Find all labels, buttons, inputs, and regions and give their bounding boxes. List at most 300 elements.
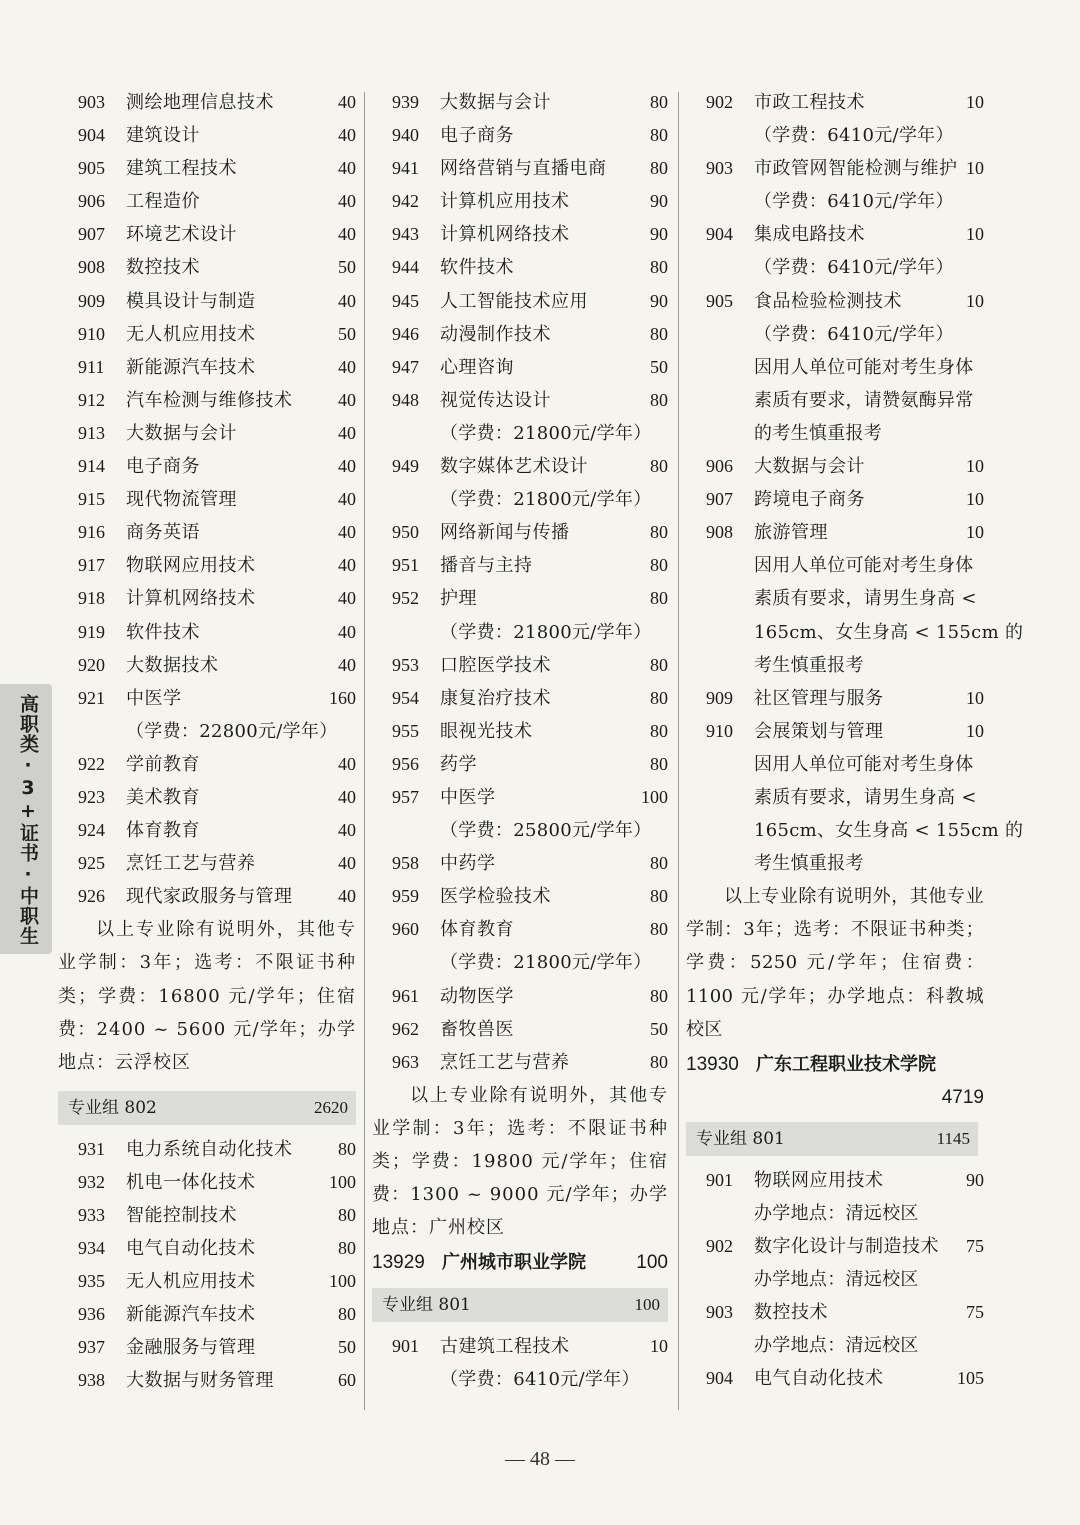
program-code: 910 bbox=[78, 323, 105, 344]
program-note: 素质有要求，请男生身高 < bbox=[754, 588, 977, 610]
program-code: 924 bbox=[78, 820, 105, 841]
program-note: 办学地点：清远校区 bbox=[754, 1335, 919, 1357]
program-code: 906 bbox=[706, 456, 733, 477]
program-name: 眼视光技术 bbox=[440, 720, 533, 742]
admission-notes: 以上专业除有说明外，其他专业学制：3年；选考：不限证书种类；学费：19800 元/学年；住宿费：1300 ~ 9000 元/学年；办学地点：广州校区 bbox=[372, 1084, 668, 1239]
program-note: （学费：21800元/学年） bbox=[440, 621, 652, 643]
program-quota: 90 bbox=[650, 191, 668, 212]
program-quota: 10 bbox=[966, 522, 984, 543]
program-row bbox=[372, 649, 668, 682]
admission-notes: 以上专业除有说明外，其他专业学制：3年；选考：不限证书种类；学费：5250 元/学年；住宿费：1100 元/学年；办学地点：科教城校区 bbox=[686, 886, 984, 1040]
program-list bbox=[686, 86, 984, 119]
program-group-bar bbox=[372, 1288, 668, 1322]
program-quota: 90 bbox=[966, 1169, 984, 1190]
program-note: （学费：6410元/学年） bbox=[754, 257, 954, 279]
program-quota: 40 bbox=[338, 224, 356, 245]
group-quota: 1145 bbox=[936, 1128, 970, 1148]
program-row bbox=[58, 483, 356, 516]
program-quota: 80 bbox=[650, 92, 668, 112]
program-row bbox=[686, 218, 984, 251]
program-code: 905 bbox=[706, 290, 733, 311]
program-quota: 80 bbox=[650, 389, 668, 410]
program-code: 943 bbox=[392, 224, 419, 245]
program-quota: 90 bbox=[650, 290, 668, 311]
program-name: 工程造价 bbox=[126, 191, 200, 213]
school-name: 广州城市职业学院 bbox=[442, 1252, 586, 1274]
program-quota: 10 bbox=[966, 290, 984, 311]
program-name: 电子商务 bbox=[440, 125, 514, 147]
program-code: 901 bbox=[706, 1169, 733, 1190]
admission-notes: 以上专业除有说明外，其他专业学制：3年；选考：不限证书种类；学费：16800 元/学年；住宿费：2400 ~ 5600 元/学年；办学地点：云浮校区 bbox=[58, 919, 356, 1073]
program-row bbox=[58, 1364, 356, 1397]
program-quota: 80 bbox=[650, 853, 668, 874]
program-name: 测绘地理信息技术 bbox=[126, 92, 274, 113]
program-code: 950 bbox=[392, 522, 419, 543]
program-name: 电气自动化技术 bbox=[126, 1238, 256, 1260]
program-quota: 40 bbox=[338, 356, 356, 377]
program-list bbox=[686, 218, 984, 251]
program-code: 946 bbox=[392, 323, 419, 344]
program-row bbox=[372, 880, 668, 913]
column-divider bbox=[364, 92, 365, 1410]
program-code: 925 bbox=[78, 853, 105, 874]
program-row bbox=[372, 218, 668, 251]
program-quota: 50 bbox=[338, 323, 356, 344]
program-list bbox=[372, 450, 668, 483]
program-code: 954 bbox=[392, 687, 419, 708]
program-code: 904 bbox=[706, 224, 733, 245]
program-name: 食品检验检测技术 bbox=[754, 290, 902, 312]
program-name: 中医学 bbox=[440, 786, 496, 808]
program-quota: 90 bbox=[650, 224, 668, 245]
program-name: 电子商务 bbox=[126, 456, 200, 478]
program-name: 新能源汽车技术 bbox=[126, 1304, 256, 1326]
program-name: 计算机应用技术 bbox=[440, 191, 570, 213]
program-code: 942 bbox=[392, 191, 419, 212]
program-row bbox=[372, 185, 668, 218]
program-note: 因用人单位可能对考生身体 bbox=[754, 555, 974, 577]
program-row bbox=[58, 1199, 356, 1232]
program-quota: 80 bbox=[650, 985, 668, 1006]
program-note: （学费：6410元/学年） bbox=[440, 1369, 640, 1391]
program-name: 中医学 bbox=[126, 687, 182, 709]
program-row bbox=[58, 1265, 356, 1298]
program-code: 908 bbox=[78, 257, 105, 278]
program-note: （学费：21800元/学年） bbox=[440, 422, 652, 444]
program-name: 中药学 bbox=[440, 853, 496, 875]
program-quota: 80 bbox=[650, 886, 668, 907]
program-row bbox=[372, 351, 668, 384]
page-number: — 48 — bbox=[505, 1448, 575, 1470]
program-note: （学费：6410元/学年） bbox=[754, 323, 954, 345]
program-quota: 40 bbox=[338, 158, 356, 179]
program-name: 物联网应用技术 bbox=[754, 1169, 884, 1191]
program-row bbox=[58, 1166, 356, 1199]
program-code: 947 bbox=[392, 356, 419, 377]
program-name: 现代物流管理 bbox=[126, 489, 237, 511]
program-name: 古建筑工程技术 bbox=[440, 1336, 570, 1358]
column-3 bbox=[686, 86, 1024, 1395]
program-code: 903 bbox=[706, 158, 733, 179]
program-list bbox=[372, 516, 668, 615]
program-name: 烹饪工艺与营养 bbox=[440, 1051, 570, 1073]
program-note: 165cm、女生身高 < 155cm 的 bbox=[754, 820, 1024, 842]
program-row bbox=[58, 549, 356, 582]
program-list bbox=[372, 847, 668, 946]
program-list bbox=[686, 682, 984, 748]
program-row bbox=[372, 582, 668, 615]
program-quota: 10 bbox=[966, 158, 984, 179]
program-note: （学费：21800元/学年） bbox=[440, 489, 652, 511]
program-quota: 80 bbox=[338, 1138, 356, 1159]
program-row bbox=[372, 913, 668, 946]
program-row bbox=[686, 1362, 984, 1395]
program-name: 商务英语 bbox=[126, 522, 200, 544]
program-name: 会展策划与管理 bbox=[754, 720, 884, 742]
program-code: 910 bbox=[706, 720, 733, 741]
program-name: 大数据技术 bbox=[126, 654, 219, 676]
program-code: 931 bbox=[78, 1138, 105, 1159]
program-quota: 80 bbox=[650, 257, 668, 278]
program-name: 大数据与会计 bbox=[440, 92, 551, 113]
program-code: 921 bbox=[78, 687, 105, 708]
program-row bbox=[58, 1133, 356, 1166]
program-code: 914 bbox=[78, 456, 105, 477]
program-code: 957 bbox=[392, 786, 419, 807]
program-quota: 40 bbox=[338, 125, 356, 146]
program-code: 917 bbox=[78, 555, 105, 576]
program-quota: 100 bbox=[329, 1171, 356, 1192]
program-name: 数控技术 bbox=[754, 1302, 828, 1324]
program-name: 网络营销与直播电商 bbox=[440, 158, 607, 180]
program-code: 904 bbox=[78, 125, 105, 146]
program-name: 软件技术 bbox=[126, 621, 200, 643]
program-name: 现代家政服务与管理 bbox=[126, 886, 293, 908]
program-code: 920 bbox=[78, 654, 105, 675]
program-note: （学费：22800元/学年） bbox=[126, 720, 338, 742]
program-quota: 10 bbox=[966, 224, 984, 245]
program-row bbox=[686, 715, 984, 748]
program-row bbox=[372, 781, 668, 814]
program-note: 考生慎重报考 bbox=[754, 654, 864, 676]
program-code: 901 bbox=[392, 1336, 419, 1357]
program-row bbox=[372, 549, 668, 582]
program-quota: 10 bbox=[966, 92, 984, 112]
program-code: 907 bbox=[78, 224, 105, 245]
program-row bbox=[58, 450, 356, 483]
program-row bbox=[58, 351, 356, 384]
program-quota: 40 bbox=[338, 191, 356, 212]
program-code: 939 bbox=[392, 92, 419, 112]
program-name: 汽车检测与维修技术 bbox=[126, 389, 293, 411]
program-row bbox=[58, 582, 356, 615]
program-list bbox=[372, 649, 668, 814]
program-code: 908 bbox=[706, 522, 733, 543]
program-code: 948 bbox=[392, 389, 419, 410]
program-note: （学费：6410元/学年） bbox=[754, 125, 954, 147]
program-code: 962 bbox=[392, 1018, 419, 1039]
program-quota: 10 bbox=[966, 687, 984, 708]
program-row bbox=[58, 185, 356, 218]
program-name: 电力系统自动化技术 bbox=[126, 1138, 293, 1160]
program-name: 集成电路技术 bbox=[754, 224, 865, 246]
program-quota: 40 bbox=[338, 820, 356, 841]
program-row bbox=[58, 417, 356, 450]
program-name: 环境艺术设计 bbox=[126, 224, 237, 246]
program-list bbox=[686, 1296, 984, 1329]
program-list bbox=[372, 1330, 668, 1363]
program-quota: 50 bbox=[650, 356, 668, 377]
program-code: 907 bbox=[706, 489, 733, 510]
program-quota: 80 bbox=[650, 720, 668, 741]
school-name: 广东工程职业技术学院 bbox=[756, 1053, 936, 1075]
program-row bbox=[58, 218, 356, 251]
group-label: 专业组 801 bbox=[696, 1128, 785, 1149]
program-quota: 100 bbox=[641, 786, 668, 807]
program-code: 953 bbox=[392, 654, 419, 675]
program-quota: 80 bbox=[650, 456, 668, 477]
program-code: 935 bbox=[78, 1271, 105, 1292]
program-row bbox=[686, 86, 984, 119]
school-quota: 100 bbox=[636, 1252, 668, 1274]
group-label: 专业组 801 bbox=[382, 1295, 471, 1316]
program-code: 945 bbox=[392, 290, 419, 311]
program-quota: 80 bbox=[650, 753, 668, 774]
program-code: 902 bbox=[706, 1235, 733, 1256]
program-code: 937 bbox=[78, 1337, 105, 1358]
program-quota: 80 bbox=[650, 158, 668, 179]
program-name: 人工智能技术应用 bbox=[440, 290, 588, 312]
program-name: 市政工程技术 bbox=[754, 92, 865, 113]
program-quota: 40 bbox=[338, 853, 356, 874]
program-group-bar bbox=[686, 1122, 978, 1156]
program-row bbox=[58, 649, 356, 682]
program-row bbox=[372, 682, 668, 715]
program-note: （学费：6410元/学年） bbox=[754, 191, 954, 213]
program-code: 903 bbox=[706, 1302, 733, 1323]
program-code: 904 bbox=[706, 1368, 733, 1389]
program-code: 940 bbox=[392, 125, 419, 146]
program-name: 学前教育 bbox=[126, 753, 200, 775]
program-code: 938 bbox=[78, 1370, 105, 1391]
program-quota: 40 bbox=[338, 786, 356, 807]
program-row bbox=[372, 152, 668, 185]
program-row bbox=[686, 152, 984, 185]
program-row bbox=[58, 1331, 356, 1364]
program-row bbox=[372, 1330, 668, 1363]
program-row bbox=[686, 1296, 984, 1329]
program-quota: 80 bbox=[650, 522, 668, 543]
program-row bbox=[372, 516, 668, 549]
program-row bbox=[58, 616, 356, 649]
program-quota: 80 bbox=[338, 1238, 356, 1259]
program-list bbox=[686, 450, 984, 549]
school-quota: 4719 bbox=[941, 1086, 984, 1108]
program-code: 956 bbox=[392, 753, 419, 774]
program-note: 办学地点：清远校区 bbox=[754, 1202, 919, 1224]
program-quota: 50 bbox=[338, 257, 356, 278]
school-heading bbox=[372, 1246, 668, 1280]
program-quota: 40 bbox=[338, 654, 356, 675]
program-row bbox=[58, 847, 356, 880]
program-row bbox=[686, 285, 984, 318]
program-list bbox=[58, 86, 356, 715]
program-name: 数字化设计与制造技术 bbox=[754, 1235, 939, 1257]
program-code: 919 bbox=[78, 621, 105, 642]
program-row bbox=[372, 715, 668, 748]
program-name: 跨境电子商务 bbox=[754, 489, 865, 511]
side-tab-label: 高职类·3+证书·中职生 bbox=[17, 694, 39, 946]
program-row bbox=[58, 285, 356, 318]
program-quota: 75 bbox=[966, 1235, 984, 1256]
program-note: 因用人单位可能对考生身体 bbox=[754, 356, 974, 378]
program-name: 药学 bbox=[440, 753, 477, 775]
program-code: 902 bbox=[706, 92, 733, 112]
program-quota: 40 bbox=[338, 753, 356, 774]
program-code: 926 bbox=[78, 886, 105, 907]
program-name: 体育教育 bbox=[126, 820, 200, 842]
program-name: 计算机网络技术 bbox=[126, 588, 256, 610]
program-list bbox=[372, 980, 668, 1079]
program-name: 物联网应用技术 bbox=[126, 555, 256, 577]
program-name: 大数据与会计 bbox=[754, 456, 865, 478]
program-quota: 80 bbox=[650, 323, 668, 344]
program-quota: 10 bbox=[966, 489, 984, 510]
program-row bbox=[372, 847, 668, 880]
program-note: 因用人单位可能对考生身体 bbox=[754, 753, 974, 775]
program-name: 康复治疗技术 bbox=[440, 687, 551, 709]
program-row bbox=[58, 781, 356, 814]
program-quota: 100 bbox=[329, 1271, 356, 1292]
program-row bbox=[58, 119, 356, 152]
program-name: 市政管网智能检测与维护 bbox=[754, 158, 958, 180]
program-row bbox=[372, 384, 668, 417]
program-name: 美术教育 bbox=[126, 786, 200, 808]
program-code: 933 bbox=[78, 1205, 105, 1225]
program-row bbox=[372, 450, 668, 483]
program-name: 智能控制技术 bbox=[126, 1205, 237, 1226]
program-code: 955 bbox=[392, 720, 419, 741]
program-note: 素质有要求，请赞氨酶异常 bbox=[754, 389, 974, 411]
program-row bbox=[58, 1298, 356, 1331]
program-name: 大数据与财务管理 bbox=[126, 1370, 274, 1392]
program-quota: 40 bbox=[338, 456, 356, 477]
program-code: 905 bbox=[78, 158, 105, 179]
program-quota: 40 bbox=[338, 92, 356, 112]
program-name: 新能源汽车技术 bbox=[126, 356, 256, 378]
program-quota: 60 bbox=[338, 1370, 356, 1391]
school-code: 13929 bbox=[372, 1252, 425, 1274]
program-quota: 50 bbox=[650, 1018, 668, 1039]
program-name: 动物医学 bbox=[440, 985, 514, 1007]
program-code: 918 bbox=[78, 588, 105, 609]
program-quota: 80 bbox=[338, 1304, 356, 1325]
school-heading bbox=[686, 1048, 984, 1082]
program-name: 医学检验技术 bbox=[440, 886, 551, 908]
program-code: 958 bbox=[392, 853, 419, 874]
group-quota: 2620 bbox=[314, 1097, 348, 1117]
program-name: 数控技术 bbox=[126, 257, 200, 279]
program-code: 936 bbox=[78, 1304, 105, 1325]
program-code: 923 bbox=[78, 786, 105, 807]
program-quota: 40 bbox=[338, 621, 356, 642]
program-name: 无人机应用技术 bbox=[126, 1271, 256, 1293]
column-divider bbox=[678, 92, 679, 1410]
program-code: 909 bbox=[78, 290, 105, 311]
program-name: 网络新闻与传播 bbox=[440, 522, 570, 544]
program-code: 944 bbox=[392, 257, 419, 278]
program-name: 动漫制作技术 bbox=[440, 323, 551, 345]
program-name: 软件技术 bbox=[440, 257, 514, 279]
program-code: 915 bbox=[78, 489, 105, 510]
program-row bbox=[58, 318, 356, 351]
program-row bbox=[58, 1232, 356, 1265]
program-note: （学费：21800元/学年） bbox=[440, 952, 652, 974]
program-code: 959 bbox=[392, 886, 419, 907]
program-row bbox=[58, 251, 356, 284]
program-row bbox=[372, 119, 668, 152]
program-note: 办学地点：清远校区 bbox=[754, 1269, 919, 1290]
group-label: 专业组 802 bbox=[68, 1097, 157, 1118]
program-list bbox=[372, 86, 668, 417]
school-code: 13930 bbox=[686, 1053, 739, 1075]
program-quota: 80 bbox=[650, 654, 668, 675]
program-quota: 40 bbox=[338, 489, 356, 510]
program-list bbox=[58, 1133, 356, 1398]
program-quota: 40 bbox=[338, 290, 356, 311]
program-row bbox=[686, 1230, 984, 1263]
program-quota: 80 bbox=[650, 919, 668, 940]
program-name: 心理咨询 bbox=[440, 356, 514, 378]
program-list bbox=[58, 748, 356, 913]
program-name: 模具设计与制造 bbox=[126, 290, 256, 312]
program-group-bar bbox=[58, 1091, 356, 1125]
program-list bbox=[686, 1230, 984, 1263]
program-code: 913 bbox=[78, 422, 105, 443]
program-code: 951 bbox=[392, 555, 419, 576]
program-row bbox=[58, 814, 356, 847]
program-name: 数字媒体艺术设计 bbox=[440, 456, 588, 478]
column-2 bbox=[372, 86, 668, 1396]
program-row bbox=[58, 384, 356, 417]
program-name: 金融服务与管理 bbox=[126, 1337, 256, 1359]
program-list bbox=[686, 285, 984, 318]
program-quota: 40 bbox=[338, 555, 356, 576]
program-quota: 105 bbox=[957, 1368, 984, 1389]
program-quota: 40 bbox=[338, 522, 356, 543]
program-name: 大数据与会计 bbox=[126, 422, 237, 444]
program-code: 906 bbox=[78, 191, 105, 212]
program-quota: 40 bbox=[338, 422, 356, 443]
program-quota: 80 bbox=[650, 588, 668, 609]
program-name: 视觉传达设计 bbox=[440, 389, 551, 411]
program-quota: 80 bbox=[650, 687, 668, 708]
program-code: 963 bbox=[392, 1051, 419, 1072]
program-quota: 80 bbox=[650, 555, 668, 576]
program-quota: 80 bbox=[650, 1051, 668, 1072]
program-name: 机电一体化技术 bbox=[126, 1171, 256, 1193]
program-code: 952 bbox=[392, 588, 419, 609]
program-quota: 80 bbox=[650, 125, 668, 146]
program-code: 960 bbox=[392, 919, 419, 940]
program-quota: 50 bbox=[338, 1337, 356, 1358]
program-name: 播音与主持 bbox=[440, 555, 533, 577]
program-note: 165cm、女生身高 < 155cm 的 bbox=[754, 621, 1024, 643]
column-1 bbox=[58, 86, 356, 1398]
program-row bbox=[58, 748, 356, 781]
program-code: 941 bbox=[392, 158, 419, 179]
program-name: 计算机网络技术 bbox=[440, 224, 570, 246]
